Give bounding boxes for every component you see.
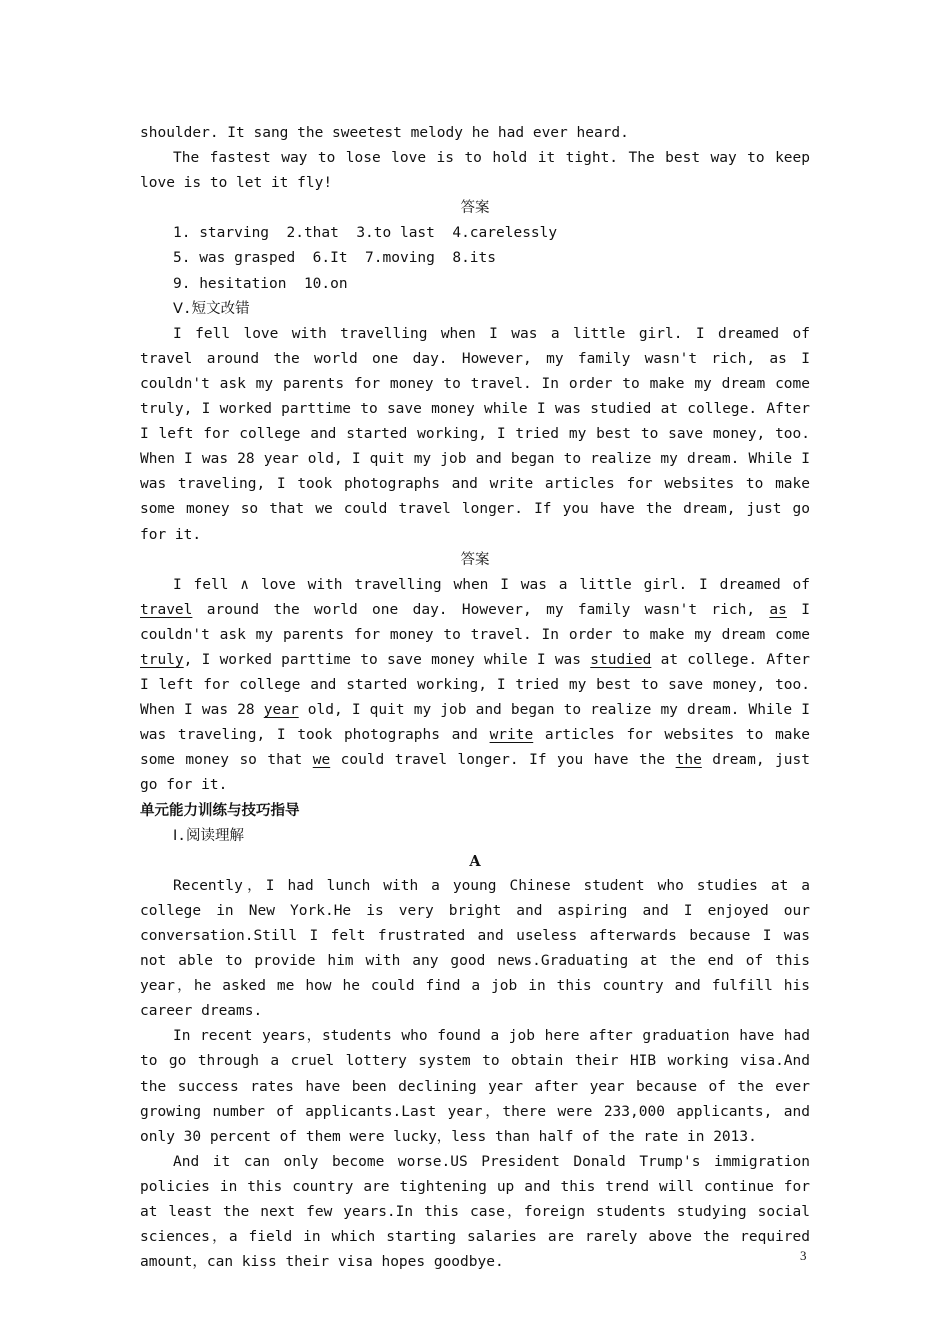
- reading-paragraph: In recent years，students who found a job here after graduation have had to go through a cruel lottery system to obtain their HIB working visa.And the success rates have been declining year after year because of the ever growing number of applicants.Last year，there were 233,000 applicants, and only 30 percent of them were lucky，less than half of the rate in 2013.: [140, 1028, 810, 1145]
- unit-heading: 单元能力训练与技巧指导: [140, 802, 300, 819]
- correction-mark: studied: [590, 651, 652, 668]
- section-5-title: Ⅴ.短文改错: [173, 300, 250, 317]
- reading-section-title: Ⅰ.阅读理解: [173, 827, 245, 844]
- reading-paragraph: Recently，I had lunch with a young Chinese student who studies at a college in New York.He is very bright and aspiring and I enjoyed our conversation.Still I felt frustrated and useless afterwards because I was not able to provide him with any good news.Graduating at the end of this year，he asked me how he could find a job in this country and fulfill his career dreams.: [140, 877, 810, 1020]
- correction-mark: year: [263, 702, 299, 719]
- correction-passage: I fell love with travelling when I was a little girl. I dreamed of travel around the world one day. However, my family wasn't rich, as I couldn't ask my parents for money to travel. In order to make my dream come truly, I worked parttime to save money while I was studied at college. After I left for college and started working, I tried my best to save money, too. When I was 28 year old, I quit my job and began to realize my dream. While I was traveling, I took photographs and write articles for websites to make some money so that we could travel longer. If you have the dream, just go for it.: [140, 325, 810, 543]
- correction-mark: the: [675, 752, 702, 769]
- reading-paragraph: And it can only become worse.US President Donald Trump's immigration policies in this country are tightening up and this trend will continue for at least the next few years.In this case，foreign students studying social sciences，a field in which starting salaries are rarely above the required amount，can kiss their visa hopes goodbye.: [140, 1153, 810, 1271]
- correction-mark: truly: [140, 651, 184, 668]
- story-moral: The fastest way to lose love is to hold it tight. The best way to keep love is to let it fly!: [140, 150, 810, 192]
- answer-line-2: 5. was grasped 6.It 7.moving 8.its: [173, 250, 497, 267]
- correction-mark: write: [489, 727, 534, 744]
- story-end-line: shoulder. It sang the sweetest melody he had ever heard.: [140, 125, 629, 141]
- correction-mark: as: [769, 601, 787, 618]
- page-number: 3: [800, 1248, 807, 1263]
- marked-correction-passage: I fell ∧ love with travelling when I was a little girl. I dreamed of travel around the world one day. However, my family wasn't rich, as I couldn't ask my parents for money to travel. In order to make my dream come truly, I worked parttime to save money while I was studied at college. After I left for college and started working, I tried my best to save money, too. When I was 28 year old, I quit my job and began to realize my dream. While I was traveling, I took photographs and write articles for websites to make some money so that we could travel longer. If you have the the dream, just go for it.: [140, 576, 811, 794]
- passage-label: A: [469, 852, 481, 870]
- answer-line-1: 1. starving 2.that 3.to last 4.carelessly: [173, 225, 558, 242]
- correction-mark: travel: [140, 601, 193, 618]
- correction-mark: we: [312, 752, 331, 769]
- answer-label: 答案: [460, 200, 490, 217]
- answer-label-2: 答案: [460, 551, 490, 568]
- document-page: [140, 121, 810, 1275]
- answer-line-3: 9. hesitation 10.on: [173, 275, 348, 292]
